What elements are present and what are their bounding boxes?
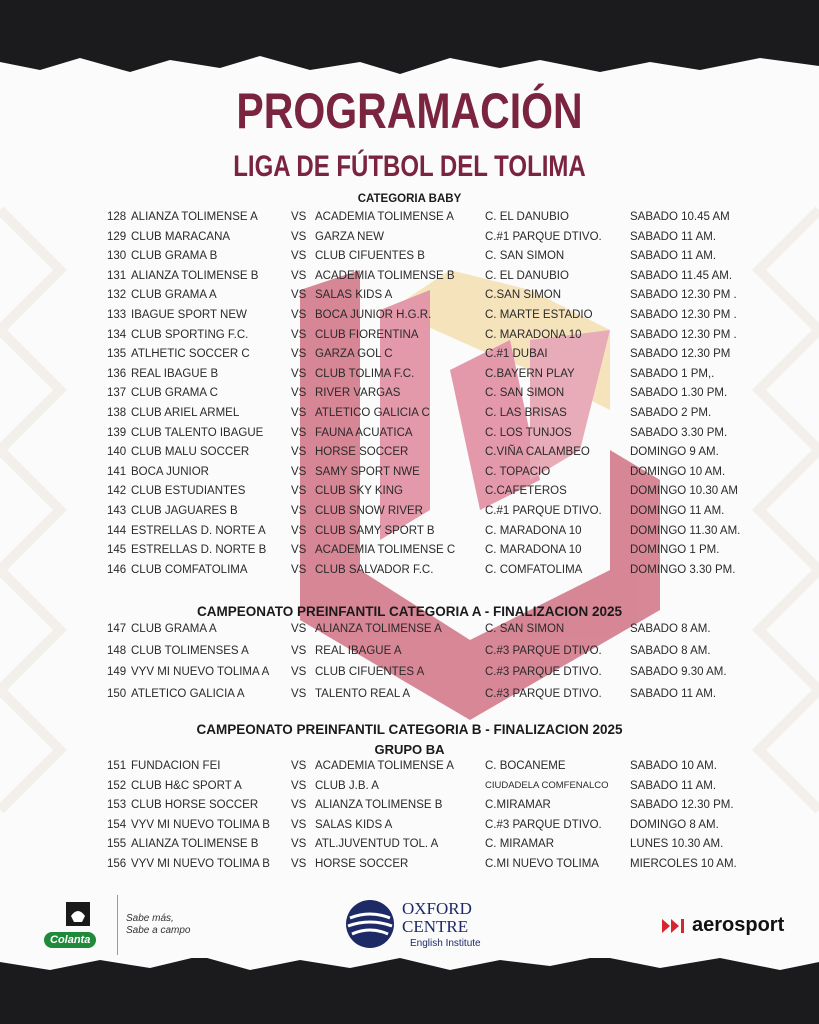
match-row (107, 427, 747, 446)
match-home: ESTRELLAS D. NORTE A (131, 524, 266, 537)
match-num: 146 (107, 563, 127, 576)
match-home: ALIANZA TOLIMENSE A (131, 211, 258, 223)
match-venue: C. TOPACIO (485, 465, 551, 478)
oxford-wordmark (402, 900, 472, 936)
match-venue: C.CAFETEROS (485, 485, 567, 498)
match-home: VYV MI NUEVO TOLIMA A (131, 666, 270, 678)
match-away: ALIANZA TOLIMENSE B (315, 799, 443, 812)
match-time: SABADO 12.30 PM (630, 348, 731, 361)
oxford-line-2: CENTRE (402, 917, 469, 936)
section-heading-preinfantil-b: CAMPEONATO PREINFANTIL CATEGORIA B - FINALIZACION 2025 (196, 722, 623, 737)
match-num: 156 (107, 858, 127, 870)
match-time: SABADO 10.45 AM (630, 211, 730, 223)
sponsor-divider (117, 895, 118, 955)
match-vs: VS (291, 644, 307, 657)
match-row (107, 838, 747, 857)
match-away: SALAS KIDS A (315, 289, 393, 302)
match-home: CLUB GRAMA C (131, 387, 218, 400)
match-home: BOCA JUNIOR (131, 465, 209, 478)
match-time: SABADO 11 AM. (630, 779, 717, 792)
match-away: CLUB SAMY SPORT B (315, 524, 435, 537)
match-vs: VS (291, 269, 307, 282)
match-home: CLUB TALENTO IBAGUE (131, 426, 264, 439)
match-away: GARZA NEW (315, 230, 385, 243)
match-venue: C.#1 PARQUE DTIVO. (485, 505, 602, 517)
match-time: DOMINGO 9 AM. (630, 446, 719, 459)
match-away: SAMY SPORT NWE (315, 465, 420, 478)
match-num: 155 (107, 838, 127, 851)
match-venue: C.VIÑA CALAMBEO (485, 446, 590, 459)
match-num: 152 (107, 779, 127, 792)
match-vs: VS (291, 426, 307, 439)
match-venue: C.SAN SIMON (485, 289, 562, 302)
match-home: CLUB ESTUDIANTES (131, 485, 246, 498)
match-row (107, 250, 747, 269)
match-away: BOCA JUNIOR H.G.R. (315, 309, 432, 321)
match-venue: C. LOS TUNJOS (485, 426, 572, 439)
match-time: SABADO 12.30 PM . (630, 328, 737, 341)
match-num: 138 (107, 407, 127, 419)
oxford-subtitle: English Institute (410, 938, 481, 949)
match-time: SABADO 1.30 PM. (630, 387, 728, 400)
match-time: DOMINGO 1 PM. (630, 544, 720, 557)
match-row (107, 309, 747, 328)
match-time: SABADO 12.30 PM . (630, 289, 737, 302)
match-away: ACADEMIA TOLIMENSE B (315, 269, 455, 282)
match-venue: C. MARTE ESTADIO (485, 309, 593, 321)
match-time: SABADO 11 AM. (630, 250, 717, 263)
match-vs: VS (291, 687, 307, 700)
match-away: ACADEMIA TOLIMENSE A (315, 211, 454, 223)
match-home: CLUB GRAMA A (131, 623, 217, 635)
match-time: DOMINGO 3.30 PM. (630, 563, 736, 576)
page-title: PROGRAMACIÓN (236, 83, 583, 139)
match-vs: VS (291, 524, 307, 537)
match-vs: VS (291, 858, 307, 870)
match-num: 139 (107, 426, 127, 439)
oxford-line-1: OXFORD (402, 899, 472, 918)
match-vs: VS (291, 779, 307, 792)
match-time: MIERCOLES 10 AM. (630, 858, 737, 870)
match-time: SABADO 11 AM. (630, 687, 717, 700)
match-row (107, 666, 747, 685)
match-num: 134 (107, 328, 127, 341)
match-row (107, 329, 747, 348)
match-row (107, 387, 747, 406)
match-vs: VS (291, 838, 307, 851)
match-time: SABADO 9.30 AM. (630, 666, 727, 678)
match-away: CLUB CIFUENTES A (315, 666, 425, 678)
match-venue: C. MIRAMAR (485, 838, 554, 851)
match-num: 145 (107, 544, 127, 557)
match-venue: C. LAS BRISAS (485, 407, 567, 419)
aerosport-arrows-icon (662, 919, 690, 933)
match-venue: C.#3 PARQUE DTIVO. (485, 666, 602, 678)
match-time: DOMINGO 10.30 AM (630, 485, 739, 498)
match-venue: C.#3 PARQUE DTIVO. (485, 818, 602, 831)
match-row (107, 368, 747, 387)
match-home: CLUB JAGUARES B (131, 505, 238, 517)
match-row (107, 270, 747, 289)
match-num: 130 (107, 250, 127, 263)
colanta-wordmark: Colanta (44, 932, 96, 948)
match-venue: C. COMFATOLIMA (485, 563, 583, 576)
match-home: CLUB MALU SOCCER (131, 446, 250, 459)
match-num: 144 (107, 524, 127, 537)
match-num: 135 (107, 348, 127, 361)
match-home: CLUB ARIEL ARMEL (131, 407, 240, 419)
page-subtitle: LIGA DE FÚTBOL DEL TOLIMA (233, 150, 586, 183)
match-vs: VS (291, 250, 307, 263)
match-time: SABADO 11 AM. (630, 230, 717, 243)
match-row (107, 289, 747, 308)
match-row (107, 211, 747, 230)
match-row (107, 544, 747, 563)
match-row (107, 485, 747, 504)
oxford-globe-icon (344, 898, 396, 950)
match-vs: VS (291, 230, 307, 243)
match-vs: VS (291, 387, 307, 400)
match-row (107, 760, 747, 779)
match-away: CLUB J.B. A (315, 779, 379, 792)
group-heading-ba: GRUPO BA (374, 742, 445, 757)
match-num: 142 (107, 485, 127, 498)
match-home: CLUB HORSE SOCCER (131, 799, 259, 812)
match-home: ESTRELLAS D. NORTE B (131, 544, 267, 557)
match-away: GARZA GOL C (315, 348, 393, 361)
match-away: CLUB TOLIMA F.C. (315, 367, 415, 380)
match-venue: C. SAN SIMON (485, 623, 565, 635)
match-away: SALAS KIDS A (315, 818, 393, 831)
match-venue: CIUDADELA COMFENALCO (485, 779, 609, 791)
match-num: 148 (107, 644, 127, 657)
match-row (107, 564, 747, 583)
match-num: 137 (107, 387, 127, 400)
match-row (107, 231, 747, 250)
match-vs: VS (291, 289, 307, 302)
match-vs: VS (291, 367, 307, 380)
match-time: SABADO 12.30 PM . (630, 309, 737, 321)
match-vs: VS (291, 485, 307, 498)
match-time: LUNES 10.30 AM. (630, 838, 724, 851)
aerosport-wordmark: aerosport (692, 914, 785, 936)
match-row (107, 446, 747, 465)
match-home: REAL IBAGUE B (131, 367, 219, 380)
match-num: 153 (107, 799, 127, 812)
match-row (107, 348, 747, 367)
match-venue: C. BOCANEME (485, 760, 566, 772)
match-venue: C.MIRAMAR (485, 799, 551, 812)
match-home: VYV MI NUEVO TOLIMA B (131, 858, 270, 870)
match-home: ATLHETIC SOCCER C (131, 348, 250, 361)
match-away: CLUB CIFUENTES B (315, 250, 425, 263)
match-time: DOMINGO 11 AM. (630, 505, 725, 517)
match-time: SABADO 2 PM. (630, 407, 712, 419)
section-heading-baby: CATEGORIA BABY (357, 193, 462, 205)
match-venue: C.MI NUEVO TOLIMA (485, 858, 599, 870)
match-away: CLUB SKY KING (315, 485, 403, 498)
match-home: ATLETICO GALICIA A (131, 687, 245, 700)
match-vs: VS (291, 309, 307, 321)
match-row (107, 623, 747, 642)
match-num: 129 (107, 230, 127, 243)
match-row (107, 645, 747, 664)
match-away: FAUNA ACUATICA (315, 426, 413, 439)
match-num: 154 (107, 818, 127, 831)
match-venue: C.#1 DUBAI (485, 348, 548, 361)
match-time: DOMINGO 11.30 AM. (630, 524, 741, 537)
match-row (107, 780, 747, 799)
match-vs: VS (291, 211, 307, 223)
match-venue: C. SAN SIMON (485, 250, 565, 263)
match-num: 136 (107, 367, 127, 380)
match-home: CLUB SPORTING F.C. (131, 328, 249, 341)
match-num: 143 (107, 505, 127, 517)
match-num: 150 (107, 687, 127, 700)
match-time: SABADO 12.30 PM. (630, 799, 734, 812)
match-home: IBAGUE SPORT NEW (131, 309, 247, 321)
match-vs: VS (291, 544, 307, 557)
match-time: DOMINGO 8 AM. (630, 818, 719, 831)
match-time: SABADO 3.30 PM. (630, 426, 728, 439)
match-home: CLUB TOLIMENSES A (131, 644, 249, 657)
match-home: ALIANZA TOLIMENSE B (131, 269, 259, 282)
match-num: 151 (107, 760, 127, 772)
match-num: 141 (107, 465, 127, 478)
match-time: SABADO 8 AM. (630, 644, 711, 657)
match-row (107, 799, 747, 818)
match-home: CLUB H&C SPORT A (131, 779, 242, 792)
match-away: RIVER VARGAS (315, 387, 401, 400)
match-venue: C.#3 PARQUE DTIVO. (485, 644, 602, 657)
match-vs: VS (291, 328, 307, 341)
match-row (107, 525, 747, 544)
match-home: CLUB GRAMA B (131, 250, 218, 263)
match-away: HORSE SOCCER (315, 858, 409, 870)
match-venue: C. MARADONA 10 (485, 544, 582, 557)
match-num: 132 (107, 289, 127, 302)
match-row (107, 505, 747, 524)
match-vs: VS (291, 799, 307, 812)
match-vs: VS (291, 818, 307, 831)
match-time: SABADO 10 AM. (630, 760, 717, 772)
match-row (107, 819, 747, 838)
match-away: ACADEMIA TOLIMENSE A (315, 760, 454, 772)
match-vs: VS (291, 666, 307, 678)
match-venue: C. EL DANUBIO (485, 269, 569, 282)
match-time: SABADO 1 PM,. (630, 367, 715, 380)
match-time: DOMINGO 10 AM. (630, 465, 726, 478)
match-away: ATL.JUVENTUD TOL. A (315, 838, 439, 851)
match-time: SABADO 8 AM. (630, 623, 711, 635)
match-venue: C. SAN SIMON (485, 387, 565, 400)
match-vs: VS (291, 563, 307, 576)
match-vs: VS (291, 623, 307, 635)
match-venue: C.BAYERN PLAY (485, 367, 575, 380)
colanta-slogan (126, 913, 191, 937)
match-row (107, 407, 747, 426)
slogan-line-1: Sabe más, (126, 913, 174, 924)
match-vs: VS (291, 760, 307, 772)
match-away: ALIANZA TOLIMENSE A (315, 623, 442, 635)
match-away: TALENTO REAL A (315, 687, 411, 700)
match-venue: C.#3 PARQUE DTIVO. (485, 687, 602, 700)
match-num: 128 (107, 211, 127, 223)
match-vs: VS (291, 348, 307, 361)
slogan-line-2: Sabe a campo (126, 925, 191, 936)
match-vs: VS (291, 446, 307, 459)
match-vs: VS (291, 505, 307, 517)
match-row (107, 466, 747, 485)
match-away: ACADEMIA TOLIMENSE C (315, 544, 456, 557)
match-away: CLUB SALVADOR F.C. (315, 563, 434, 576)
match-away: REAL IBAGUE A (315, 644, 402, 657)
match-away: CLUB SNOW RIVER (315, 505, 423, 517)
match-home: CLUB GRAMA A (131, 289, 217, 302)
match-num: 131 (107, 269, 127, 282)
match-num: 147 (107, 623, 127, 635)
match-num: 140 (107, 446, 127, 459)
match-away: ATLETICO GALICIA C (315, 407, 430, 419)
match-venue: C. MARADONA 10 (485, 524, 582, 537)
match-row (107, 688, 747, 707)
match-vs: VS (291, 465, 307, 478)
match-home: CLUB COMFATOLIMA (131, 563, 248, 576)
match-time: SABADO 11.45 AM. (630, 269, 733, 282)
match-venue: C.#1 PARQUE DTIVO. (485, 230, 602, 243)
match-num: 133 (107, 309, 127, 321)
match-home: VYV MI NUEVO TOLIMA B (131, 818, 270, 831)
match-away: HORSE SOCCER (315, 446, 409, 459)
match-venue: C. EL DANUBIO (485, 211, 569, 223)
match-away: CLUB FIORENTINA (315, 328, 419, 341)
match-num: 149 (107, 666, 127, 678)
match-home: FUNDACION FEI (131, 760, 221, 772)
section-heading-preinfantil-a: CAMPEONATO PREINFANTIL CATEGORIA A - FINALIZACION 2025 (196, 604, 623, 619)
match-venue: C. MARADONA 10 (485, 328, 582, 341)
match-home: ALIANZA TOLIMENSE B (131, 838, 259, 851)
match-home: CLUB MARACANA (131, 230, 231, 243)
match-vs: VS (291, 407, 307, 419)
match-row (107, 858, 747, 877)
